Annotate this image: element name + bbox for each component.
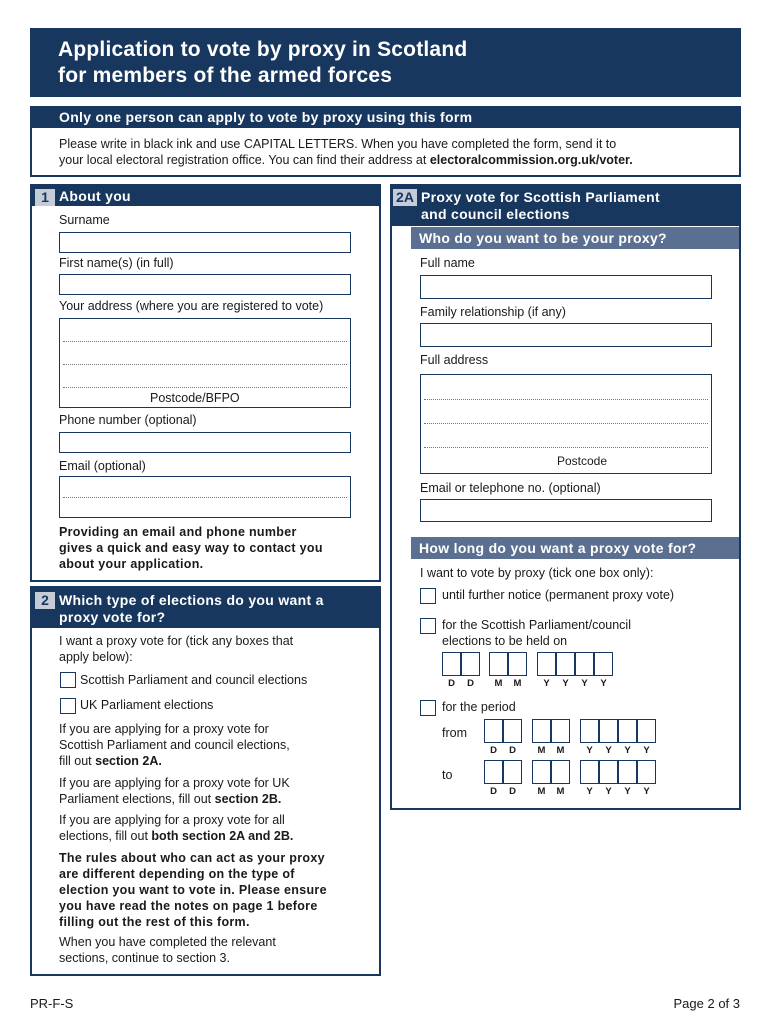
note-a-prefix: fill out xyxy=(59,754,96,768)
relationship-label: Family relationship (if any) xyxy=(420,305,566,319)
note-a-line1: If you are applying for a proxy vote for xyxy=(59,722,269,736)
note-c-line2 xyxy=(59,828,293,844)
section-2-title xyxy=(59,592,324,626)
to-label: to xyxy=(442,768,453,782)
proxy-postcode-label: Postcode xyxy=(557,454,608,468)
contact-note xyxy=(59,524,323,572)
date-digit-box[interactable] xyxy=(503,760,522,784)
specific-election-label xyxy=(442,617,631,649)
proxy-full-name-input[interactable] xyxy=(420,275,712,299)
proxy-address-label: Full address xyxy=(420,353,489,367)
note-b-bold: section 2B. xyxy=(214,792,282,806)
period-from-date-input xyxy=(484,719,664,759)
instructions-line1: Please write in black ink and use CAPITAL LETTERS. When you have completed the form, send it to xyxy=(59,137,617,151)
relationship-input[interactable] xyxy=(420,323,712,347)
section-2a-title-line1: Proxy vote for Scottish Parliament xyxy=(421,189,660,205)
note-section-2b xyxy=(59,775,290,807)
note-c-line1: If you are applying for a proxy vote for all xyxy=(59,813,285,827)
date-label-y: Y xyxy=(605,745,612,756)
date-label-d: D xyxy=(490,786,497,797)
date-digit-box[interactable] xyxy=(489,652,508,676)
closing-line2: sections, continue to section 3. xyxy=(59,951,230,965)
permanent-proxy-label: until further notice (permanent proxy vote) xyxy=(442,588,675,602)
note-a-bold: section 2A. xyxy=(95,754,162,768)
date-label-y: Y xyxy=(624,745,631,756)
date-label-d: D xyxy=(509,745,516,756)
note-b-line1: If you are applying for a proxy vote for UK xyxy=(59,776,290,790)
from-label: from xyxy=(442,726,467,740)
date-label-m: M xyxy=(537,745,546,756)
proxy-address-divider xyxy=(424,447,708,448)
electoral-commission-link[interactable]: electoralcommission.org.uk/voter. xyxy=(429,153,633,167)
date-digit-box[interactable] xyxy=(508,652,527,676)
contact-note-line2: gives a quick and easy way to contact you xyxy=(59,541,323,555)
rules-line1: The rules about who can act as your proxy xyxy=(59,851,325,865)
note-a-line3 xyxy=(59,753,290,769)
phone-input[interactable] xyxy=(59,432,351,453)
date-label-m: M xyxy=(494,678,503,689)
note-b-prefix: Parliament elections, fill out xyxy=(59,792,215,806)
date-digit-box[interactable] xyxy=(537,652,556,676)
date-digit-box[interactable] xyxy=(580,719,599,743)
section-1-number: 1 xyxy=(35,189,55,206)
intro-line2: apply below): xyxy=(59,650,133,664)
address-line-divider xyxy=(63,387,347,388)
date-digit-box[interactable] xyxy=(556,652,575,676)
date-label-m: M xyxy=(513,678,522,689)
phone-label: Phone number (optional) xyxy=(59,413,197,427)
instructions-line2 xyxy=(59,152,739,168)
form-title-line1: Application to vote by proxy in Scotland xyxy=(58,38,468,61)
rules-line3: election you want to vote in. Please ensure xyxy=(59,883,327,897)
note-c-prefix: elections, fill out xyxy=(59,829,152,843)
section-2a-title-line2: and council elections xyxy=(421,206,570,222)
date-label-y: Y xyxy=(643,745,650,756)
contact-note-line1: Providing an email and phone number xyxy=(59,525,297,539)
proxy-address-input[interactable] xyxy=(420,374,712,474)
date-digit-box[interactable] xyxy=(484,719,503,743)
note-b-line2 xyxy=(59,791,290,807)
rules-line4: you have read the notes on page 1 before xyxy=(59,899,318,913)
date-label-m: M xyxy=(556,745,565,756)
date-label-m: M xyxy=(537,786,546,797)
form-code: PR-F-S xyxy=(30,996,74,1011)
section-2a-number: 2A xyxy=(393,189,417,206)
specific-election-line2: elections to be held on xyxy=(442,634,568,648)
email-input[interactable] xyxy=(59,476,351,518)
page-number: Page 2 of 3 xyxy=(673,996,740,1011)
period-checkbox[interactable] xyxy=(420,700,436,716)
date-label-y: Y xyxy=(581,678,588,689)
uk-elections-label: UK Parliament elections xyxy=(80,698,214,712)
email-label: Email (optional) xyxy=(59,459,146,473)
address-label: Your address (where you are registered to vote) xyxy=(59,299,324,313)
section-2-title-line1: Which type of elections do you want a xyxy=(59,592,324,608)
date-label-y: Y xyxy=(643,786,650,797)
date-label-y: Y xyxy=(562,678,569,689)
proxy-rules-note xyxy=(59,850,327,930)
date-digit-box[interactable] xyxy=(637,719,656,743)
date-label-y: Y xyxy=(624,786,631,797)
form-title-line2: for members of the armed forces xyxy=(58,64,393,87)
date-digit-box[interactable] xyxy=(599,719,618,743)
date-digit-box[interactable] xyxy=(532,760,551,784)
contact-note-line3: about your application. xyxy=(59,557,204,571)
date-digit-box[interactable] xyxy=(551,719,570,743)
address-input[interactable] xyxy=(59,318,351,408)
intro-line1: I want a proxy vote for (tick any boxes that xyxy=(59,634,294,648)
date-label-d: D xyxy=(448,678,455,689)
postcode-bfpo-label: Postcode/BFPO xyxy=(150,391,240,405)
note-c-bold: both section 2A and 2B. xyxy=(151,829,294,843)
date-label-d: D xyxy=(509,786,516,797)
date-label-d: D xyxy=(490,745,497,756)
note-a-line2: Scottish Parliament and council elections, xyxy=(59,738,290,752)
uk-elections-checkbox[interactable] xyxy=(60,698,76,714)
section-2-title-line2: proxy vote for? xyxy=(59,609,166,625)
date-digit-box[interactable] xyxy=(580,760,599,784)
section-2-election-type xyxy=(30,586,381,976)
instructions-text xyxy=(32,128,739,168)
instructions-panel xyxy=(30,106,741,177)
section-2a-scottish-proxy xyxy=(390,184,741,810)
specific-election-line1: for the Scottish Parliament/council xyxy=(442,618,631,632)
instructions-heading: Only one person can apply to vote by proxy using this form xyxy=(32,108,739,128)
email-line-divider xyxy=(63,497,347,498)
date-label-y: Y xyxy=(543,678,550,689)
scottish-elections-label: Scottish Parliament and council elections xyxy=(80,673,308,687)
rules-line2: are different depending on the type of xyxy=(59,867,295,881)
election-date-input xyxy=(442,652,622,692)
date-label-y: Y xyxy=(586,745,593,756)
date-digit-box[interactable] xyxy=(594,652,613,676)
date-digit-box[interactable] xyxy=(599,760,618,784)
permanent-proxy-checkbox[interactable] xyxy=(420,588,436,604)
date-label-y: Y xyxy=(605,786,612,797)
date-label-m: M xyxy=(556,786,565,797)
proxy-address-divider xyxy=(424,399,708,400)
date-digit-box[interactable] xyxy=(484,760,503,784)
instructions-line2-text: your local electoral registration office. You can find their address at xyxy=(59,153,430,167)
date-digit-box[interactable] xyxy=(618,760,637,784)
first-names-label: First name(s) (in full) xyxy=(59,256,174,270)
date-digit-box[interactable] xyxy=(503,719,522,743)
date-digit-box[interactable] xyxy=(551,760,570,784)
date-label-y: Y xyxy=(586,786,593,797)
how-long-intro: I want to vote by proxy (tick one box only): xyxy=(420,566,654,580)
period-to-date-input xyxy=(484,760,664,800)
note-both-sections xyxy=(59,812,293,844)
surname-input[interactable] xyxy=(59,232,351,253)
proxy-address-divider xyxy=(424,423,708,424)
date-digit-box[interactable] xyxy=(637,760,656,784)
who-proxy-heading: Who do you want to be your proxy? xyxy=(411,227,739,249)
form-title-bar xyxy=(30,28,741,97)
section-1-title: About you xyxy=(59,188,131,204)
scottish-elections-checkbox[interactable] xyxy=(60,672,76,688)
date-digit-box[interactable] xyxy=(575,652,594,676)
period-label: for the period xyxy=(442,700,516,714)
closing-note xyxy=(59,934,276,966)
election-type-intro xyxy=(59,633,293,665)
date-label-y: Y xyxy=(600,678,607,689)
section-1-about-you xyxy=(30,184,381,582)
proxy-contact-label: Email or telephone no. (optional) xyxy=(420,481,601,495)
section-2-number: 2 xyxy=(35,592,55,609)
date-digit-box[interactable] xyxy=(461,652,480,676)
date-digit-box[interactable] xyxy=(442,652,461,676)
section-2a-title xyxy=(421,189,660,223)
surname-label: Surname xyxy=(59,213,110,227)
note-section-2a xyxy=(59,721,290,769)
date-digit-box[interactable] xyxy=(532,719,551,743)
proxy-full-name-label: Full name xyxy=(420,256,475,270)
closing-line1: When you have completed the relevant xyxy=(59,935,276,949)
how-long-heading: How long do you want a proxy vote for? xyxy=(411,537,739,559)
specific-election-checkbox[interactable] xyxy=(420,618,436,634)
first-names-input[interactable] xyxy=(59,274,351,295)
date-label-d: D xyxy=(467,678,474,689)
address-line-divider xyxy=(63,364,347,365)
address-line-divider xyxy=(63,341,347,342)
proxy-contact-input[interactable] xyxy=(420,499,712,522)
date-digit-box[interactable] xyxy=(618,719,637,743)
rules-line5: filling out the rest of this form. xyxy=(59,915,250,929)
